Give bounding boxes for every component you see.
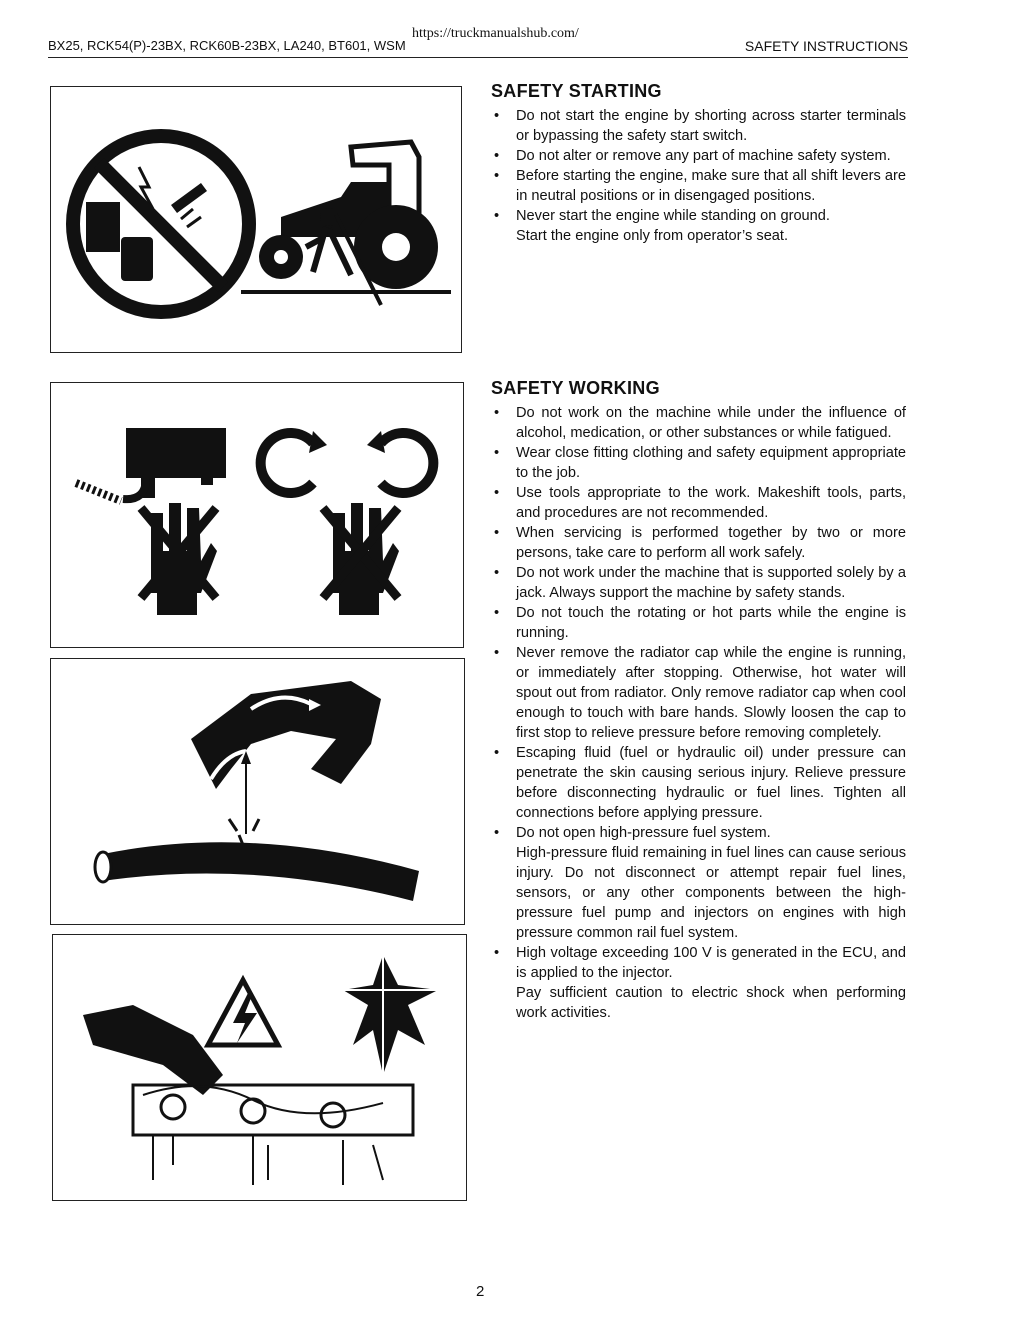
high-pressure-fluid-hand-icon bbox=[51, 659, 464, 924]
rotating-parts-no-hands-icon bbox=[51, 383, 463, 647]
list-item bbox=[491, 743, 906, 823]
no-shorting-starter-and-tractor-runover-icon bbox=[51, 87, 461, 352]
page-number: 2 bbox=[476, 1283, 485, 1300]
header-model-list: BX25, RCK54(P)-23BX, RCK60B-23BX, LA240, BT601, WSM bbox=[48, 38, 406, 53]
list-item bbox=[491, 523, 906, 563]
list-item-continuation: Pay sufficient caution to electric shock when performing work activities. bbox=[516, 985, 906, 1021]
list-item bbox=[491, 563, 906, 603]
safety-starting-heading: SAFETY STARTING bbox=[491, 81, 662, 101]
list-item bbox=[491, 403, 906, 443]
list-item-text: Do not work on the machine while under the influence of alcohol, medication, or other substances or while fatigued. bbox=[516, 405, 906, 441]
list-item-text: Never start the engine while standing on ground. bbox=[516, 208, 830, 224]
list-item bbox=[491, 206, 906, 246]
list-item bbox=[491, 643, 906, 743]
safety-working-list bbox=[491, 403, 906, 1023]
no-short-starter-figure bbox=[50, 86, 462, 353]
list-item-text: Do not alter or remove any part of machine safety system. bbox=[516, 148, 891, 164]
list-item-text: Do not work under the machine that is supported solely by a jack. Always support the machine by safety stands. bbox=[516, 565, 906, 601]
list-item bbox=[491, 106, 906, 146]
list-item-text: When servicing is performed together by two or more persons, take care to perform all work safely. bbox=[516, 525, 906, 561]
header-url-link[interactable]: https://truckmanualshub.com/ bbox=[412, 26, 579, 41]
list-item bbox=[491, 166, 906, 206]
list-item-text: Do not open high-pressure fuel system. bbox=[516, 825, 771, 841]
list-item-text: Before starting the engine, make sure that all shift levers are in neutral positions or in disengaged positions. bbox=[516, 168, 906, 204]
list-item-text: Do not touch the rotating or hot parts while the engine is running. bbox=[516, 605, 906, 641]
list-item bbox=[491, 603, 906, 643]
high-voltage-injector-shock-icon bbox=[53, 935, 466, 1200]
header-section-title: SAFETY INSTRUCTIONS bbox=[744, 38, 908, 54]
list-item bbox=[491, 443, 906, 483]
rotating-parts-figure bbox=[50, 382, 464, 648]
electric-shock-figure bbox=[52, 934, 467, 1201]
list-item-text: Wear close fitting clothing and safety equipment appropriate to the job. bbox=[516, 445, 906, 481]
list-item-continuation: Start the engine only from operator’s seat. bbox=[516, 228, 789, 244]
list-item bbox=[491, 943, 906, 1023]
list-item-text: Do not start the engine by shorting across starter terminals or bypassing the safety start switch. bbox=[516, 108, 906, 144]
list-item-text: High voltage exceeding 100 V is generated in the ECU, and is applied to the injector. bbox=[516, 945, 906, 981]
list-item-text: Never remove the radiator cap while the engine is running, or immediately after stopping. Otherwise, hot water will spout out from radiator. Only remove radiator cap when cool enough to touch with bare hands. Slowly loosen the cap to first stop to relieve pressure before removing completely. bbox=[516, 645, 906, 741]
fluid-injection-figure bbox=[50, 658, 465, 925]
list-item bbox=[491, 483, 906, 523]
safety-starting-section bbox=[491, 81, 906, 246]
list-item-text: Use tools appropriate to the work. Makeshift tools, parts, and procedures are not recommended. bbox=[516, 485, 906, 521]
header-divider bbox=[48, 57, 908, 58]
list-item-continuation: High-pressure fluid remaining in fuel lines can cause serious injury. Do not disconnect or attempt repair fuel lines, sensors, or any other components between the high-pressure fuel pump and injectors on engines with high pressure common rail fuel system. bbox=[516, 845, 906, 941]
list-item bbox=[491, 146, 906, 166]
safety-working-heading: SAFETY WORKING bbox=[491, 378, 660, 398]
list-item bbox=[491, 823, 906, 943]
safety-working-section bbox=[491, 378, 906, 1023]
list-item-text: Escaping fluid (fuel or hydraulic oil) under pressure can penetrate the skin causing serious injury. Relieve pressure before disconnecting hydraulic or fuel lines. Tighten all connections before applying pressure. bbox=[516, 745, 906, 821]
safety-starting-list bbox=[491, 106, 906, 246]
